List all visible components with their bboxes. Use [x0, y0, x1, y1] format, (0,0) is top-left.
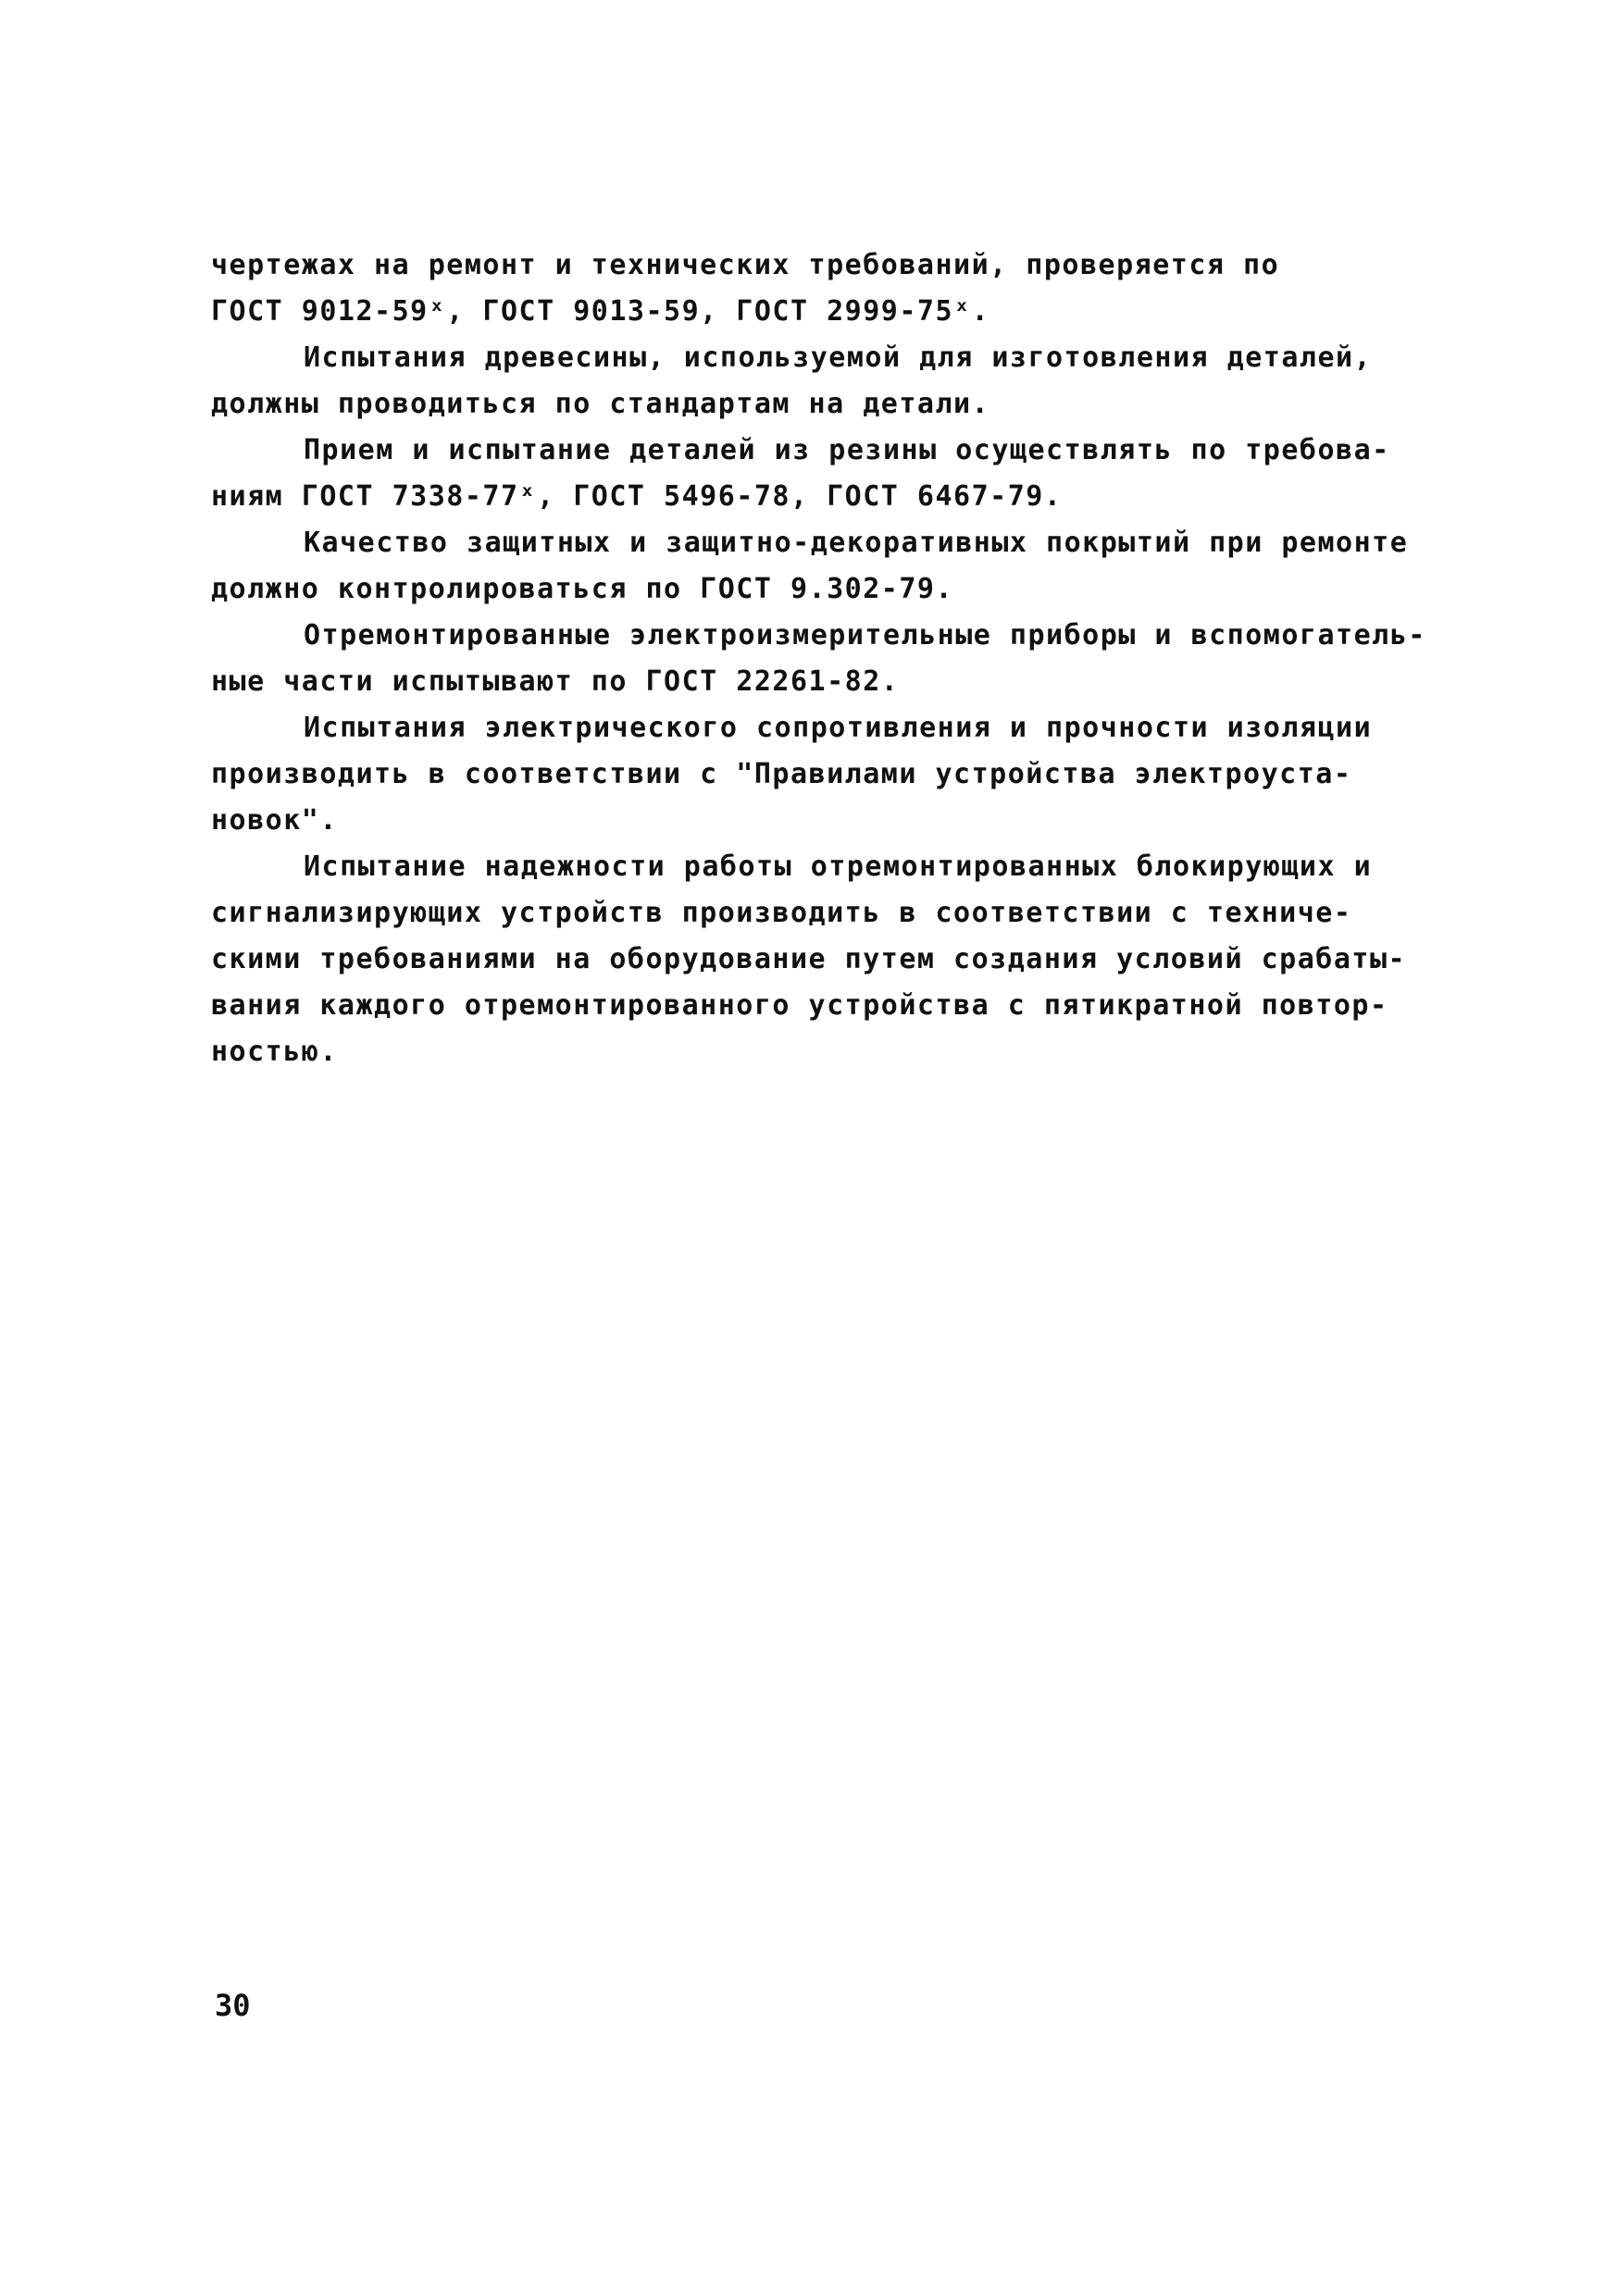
text-line: ниям ГОСТ 7338-77ˣ, ГОСТ 5496-78, ГОСТ 6467-79.	[211, 480, 1063, 513]
text-line: должны проводиться по стандартам на детали.	[211, 388, 990, 420]
text-line: скими требованиями на оборудование путем создания условий срабаты-	[211, 943, 1407, 975]
text-line: сигнализирующих устройств производить в соответствии с техниче-	[211, 897, 1352, 929]
paragraph-first-line: Отремонтированные электроизмерительные приборы и вспомогатель-	[304, 619, 1426, 652]
text-line: новок".	[211, 804, 338, 837]
page-number: 30	[215, 1988, 251, 2023]
text-line: производить в соответствии с "Правилами устройства электроуста-	[211, 758, 1352, 790]
paragraph-first-line: Испытание надежности работы отремонтированных блокирующих и	[304, 850, 1373, 883]
text-line: чертежах на ремонт и технических требований, проверяется по	[211, 249, 1280, 281]
paragraph-first-line: Испытания древесины, используемой для изготовления деталей,	[304, 341, 1373, 374]
text-line: вания каждого отремонтированного устройства с пятикратной повтор-	[211, 989, 1388, 1022]
text-line: ные части испытывают по ГОСТ 22261-82.	[211, 665, 900, 698]
paragraph-first-line: Испытания электрического сопротивления и прочности изоляции	[304, 712, 1373, 744]
paragraph-first-line: Качество защитных и защитно-декоративных покрытий при ремонте	[304, 527, 1409, 559]
text-line: ГОСТ 9012-59ˣ, ГОСТ 9013-59, ГОСТ 2999-75ˣ.	[211, 295, 990, 328]
body-text	[211, 242, 1470, 1075]
paragraph-first-line: Прием и испытание деталей из резины осуществлять по требова-	[304, 434, 1390, 466]
text-line: должно контролироваться по ГОСТ 9.302-79.	[211, 573, 954, 605]
text-line: ностью.	[211, 1036, 338, 1068]
